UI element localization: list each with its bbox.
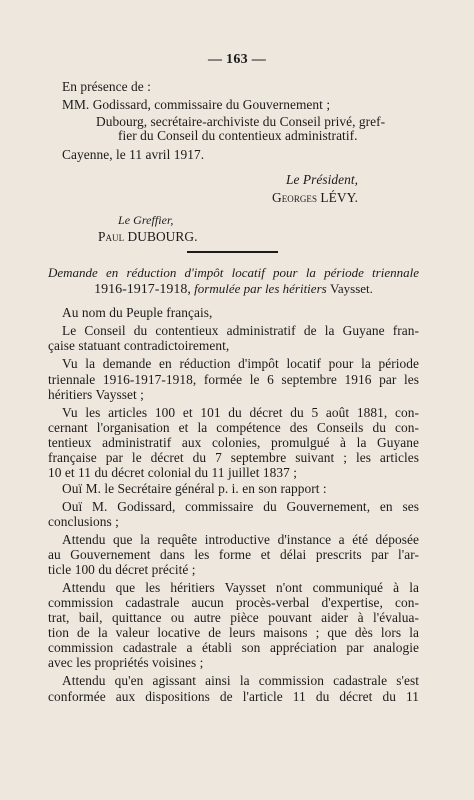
body-line-03: çaise statuant contradictoirement, (48, 338, 230, 353)
body-line-20: trat, bail, quittance ou autre pièce pouvant aider à l'évalua- (48, 610, 419, 625)
body-line-24: Attendu qu'en agissant ainsi la commission cadastrale s'est (62, 673, 419, 688)
body-line-14: conclusions ; (48, 514, 119, 529)
body-line-07: Vu les articles 100 et 101 du décret du 5 août 1881, con- (62, 405, 419, 420)
greffier-name: Paul DUBOURG. (98, 229, 198, 244)
section-divider (187, 251, 278, 253)
case-title-formulee: formulée par les héritiers (194, 281, 327, 296)
body-line-17: ticle 100 du décret précité ; (48, 562, 196, 577)
place-date: Cayenne, le 11 avril 1917. (62, 147, 205, 162)
body-line-06: héritiers Vaysset ; (48, 387, 144, 402)
body-line-02: Le Conseil du contentieux administratif de la Guyane fran- (62, 323, 419, 338)
page-number: — 163 — (207, 52, 267, 67)
presence-intro: En présence de : (62, 79, 151, 94)
president-name: Georges LÉVY. (272, 190, 358, 205)
body-line-10: française par le décret du 7 septembre suivant ; les articles (48, 450, 419, 465)
case-title-line-1: Demande en réduction d'impôt locatif pour la période triennale (48, 265, 419, 280)
body-line-16: au Gouvernement dans les forme et délai prescrits par l'ar- (48, 547, 419, 562)
president-title: Le Président, (286, 172, 359, 187)
case-title-years: 1916-1917-1918, (94, 282, 191, 297)
body-line-19: commission cadastrale aucun procès-verbal d'expertise, con- (48, 595, 419, 610)
body-line-09: tentieux administratif aux colonies, promulgué à la Guyane (48, 435, 419, 450)
body-line-15: Attendu que la requête introductive d'instance a été déposée (62, 532, 419, 547)
greffier-title: Le Greffier, (118, 213, 174, 227)
body-line-25: conformée aux dispositions de l'article 11 du décret du 11 (48, 689, 419, 704)
body-line-12: Ouï M. le Secrétaire général p. i. en son rapport : (62, 481, 327, 496)
body-line-08: cernant l'organisation et la compétence des Conseils du con- (48, 420, 419, 435)
presence-line-1: MM. Godissard, commissaire du Gouvernement ; (62, 97, 331, 112)
body-line-22: commission cadastrale a établi son appréciation par analogie (48, 640, 419, 655)
presence-line-2: Dubourg, secrétaire-archiviste du Conseil privé, gref- (96, 114, 386, 129)
body-line-13: Ouï M. Godissard, commissaire du Gouvernement, en ses (62, 499, 419, 514)
body-line-11: 10 et 11 du décret colonial du 11 juillet 1837 ; (48, 465, 298, 480)
body-line-05: triennale 1916-1917-1918, formée le 6 septembre 1916 par les (48, 372, 419, 387)
body-line-04: Vu la demande en réduction d'impôt locatif pour la période (62, 356, 419, 371)
case-title-heirs: Vaysset. (329, 281, 373, 296)
presence-line-3: fier du Conseil du contentieux administratif. (118, 128, 358, 143)
body-line-21: tion de la valeur locative de leurs maisons ; que dès lors la (48, 625, 419, 640)
body-line-18: Attendu que les héritiers Vaysset n'ont communiqué à la (62, 580, 419, 595)
body-line-01: Au nom du Peuple français, (62, 305, 213, 320)
body-line-23: avec les propriétés voisines ; (48, 655, 204, 670)
case-title-line-2 (48, 281, 419, 297)
